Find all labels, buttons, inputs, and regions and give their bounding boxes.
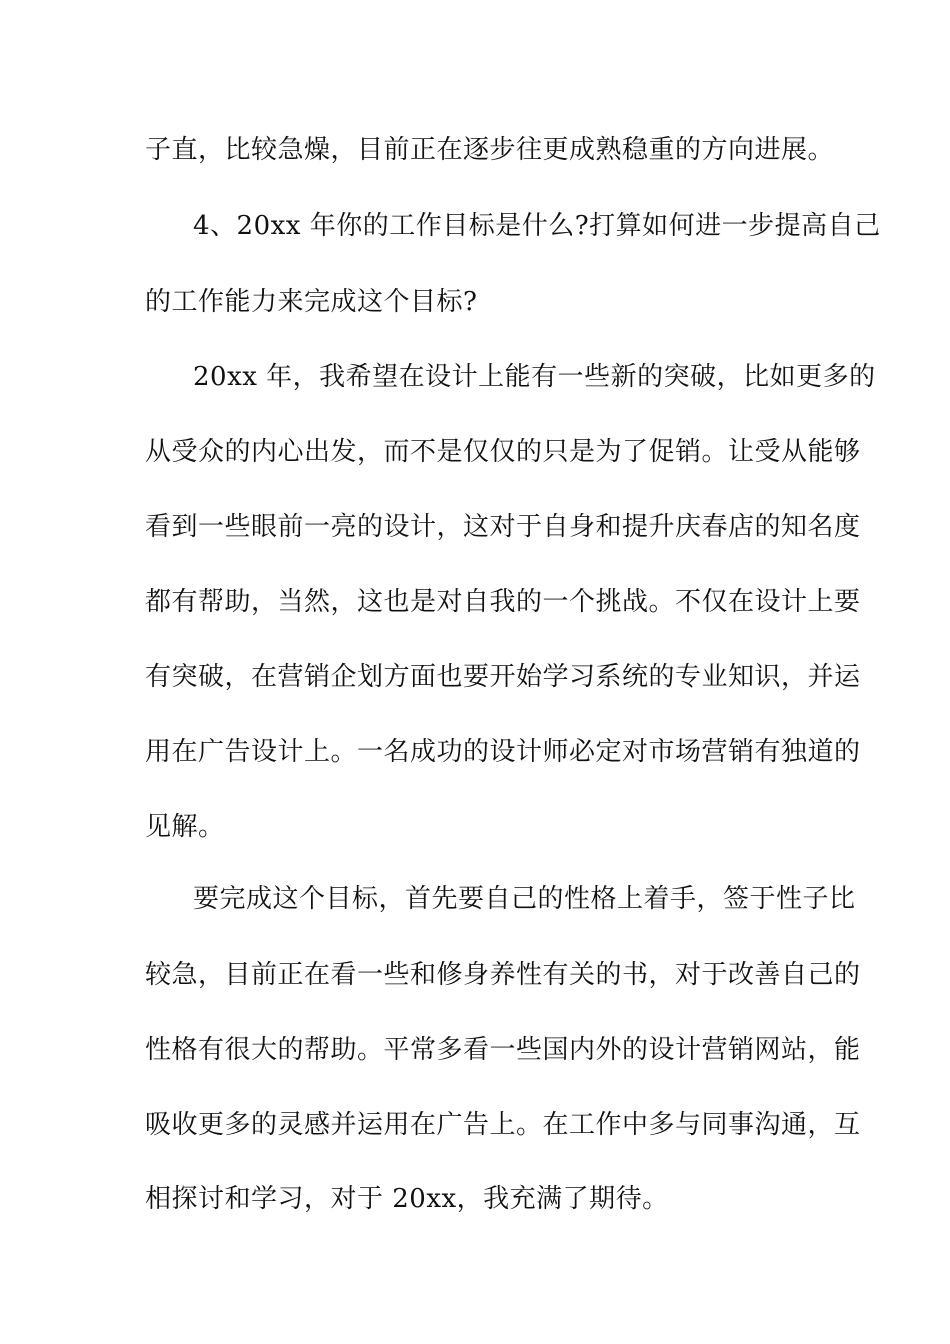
paragraph-line: 相探讨和学习，对于 20xx，我充满了期待。 [145, 1184, 669, 1214]
paragraph-line: 从受众的内心出发，而不是仅仅的只是为了促销。让受从能够 [145, 437, 861, 467]
question-line: 4、20xx 年你的工作目标是什么?打算如何进一步提高自己 [193, 211, 881, 241]
paragraph-line: 较急，目前正在看一些和修身养性有关的书，对于改善自己的 [145, 960, 861, 990]
paragraph-line: 见解。 [145, 812, 225, 842]
paragraph-line: 用在广告设计上。一名成功的设计师必定对市场营销有独道的 [145, 737, 861, 767]
paragraph-line: 看到一些眼前一亮的设计，这对于自身和提升庆春店的知名度 [145, 512, 861, 542]
paragraph-line: 性格有很大的帮助。平常多看一些国内外的设计营销网站，能 [145, 1035, 861, 1065]
paragraph-line: 都有帮助，当然，这也是对自我的一个挑战。不仅在设计上要 [145, 587, 861, 617]
paragraph-line: 要完成这个目标，首先要自己的性格上着手，签于性子比 [193, 884, 856, 914]
paragraph-line: 20xx 年，我希望在设计上能有一些新的突破，比如更多的 [193, 362, 876, 392]
paragraph-line: 吸收更多的灵感并运用在广告上。在工作中多与同事沟通，互 [145, 1110, 861, 1140]
question-line: 的工作能力来完成这个目标? [145, 287, 478, 317]
paragraph-line: 有突破，在营销企划方面也要开始学习系统的专业知识，并运 [145, 662, 861, 692]
paragraph-line: 子直，比较急燥，目前正在逐步往更成熟稳重的方向进展。 [145, 135, 835, 165]
